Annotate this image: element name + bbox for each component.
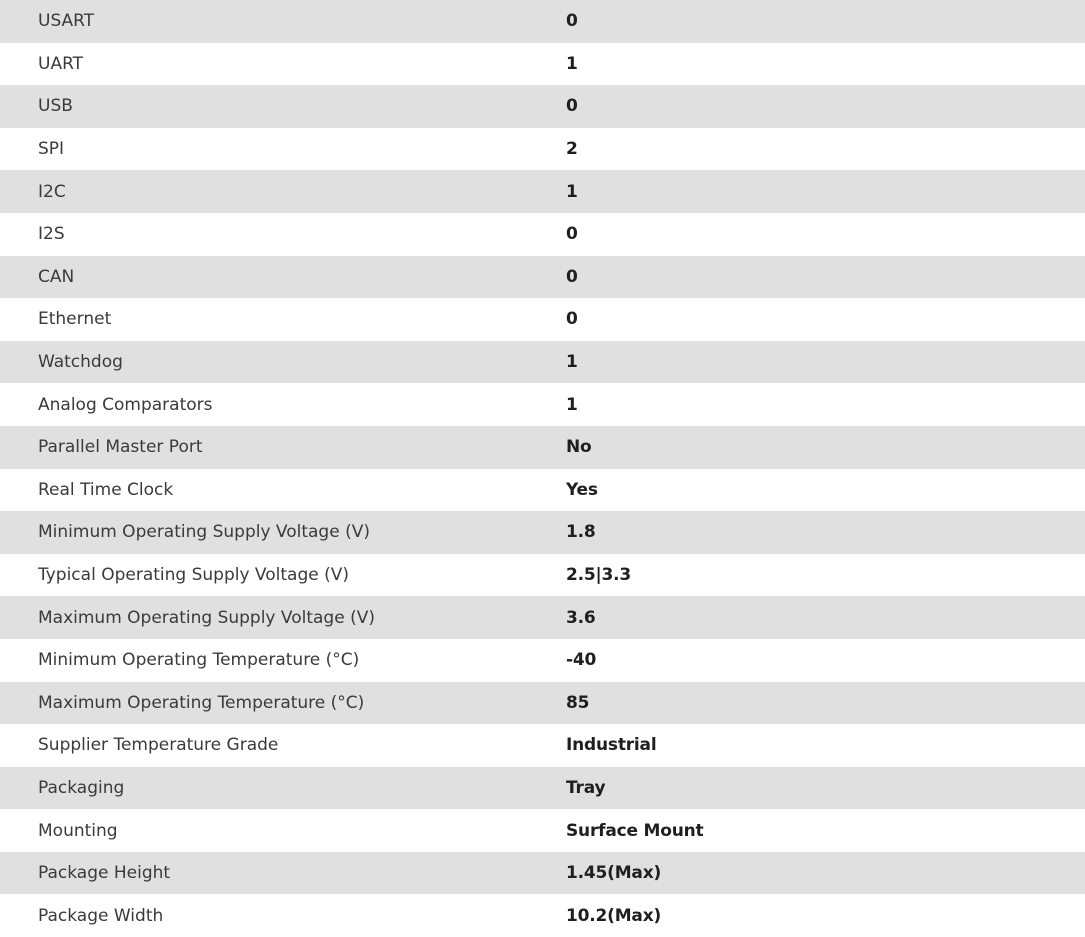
spec-value: 1 (566, 394, 578, 415)
spec-row-ethernet (0, 298, 1085, 341)
spec-row-usb (0, 85, 1085, 128)
spec-value: Tray (566, 777, 606, 798)
spec-value: 10.2(Max) (566, 905, 662, 926)
spec-value: -40 (566, 650, 597, 671)
spec-label: Typical Operating Supply Voltage (V) (38, 565, 349, 586)
spec-label: Parallel Master Port (38, 437, 203, 458)
spec-label: Ethernet (38, 309, 112, 330)
spec-label: Watchdog (38, 352, 123, 373)
spec-label: Minimum Operating Supply Voltage (V) (38, 522, 370, 543)
spec-row-can (0, 256, 1085, 299)
spec-row-typical-supply-voltage (0, 554, 1085, 597)
spec-label: CAN (38, 266, 75, 287)
spec-label: Package Width (38, 905, 164, 926)
spec-value: No (566, 437, 592, 458)
spec-label: I2C (38, 181, 66, 202)
spec-value: 1 (566, 53, 578, 74)
spec-label: Supplier Temperature Grade (38, 735, 279, 756)
spec-label: Package Height (38, 863, 171, 884)
spec-value: 1 (566, 181, 578, 202)
spec-row-max-operating-temperature (0, 682, 1085, 725)
spec-value: 85 (566, 692, 590, 713)
spec-label: USART (38, 11, 95, 32)
spec-row-package-height (0, 852, 1085, 895)
spec-value: 0 (566, 11, 578, 32)
spec-value: 2 (566, 139, 578, 160)
spec-label: Packaging (38, 777, 125, 798)
spec-label: I2S (38, 224, 65, 245)
spec-label: Real Time Clock (38, 479, 174, 500)
spec-row-max-supply-voltage (0, 596, 1085, 639)
spec-value: 2.5|3.3 (566, 565, 632, 586)
spec-row-usart (0, 0, 1085, 43)
spec-row-real-time-clock (0, 469, 1085, 512)
spec-value: 0 (566, 224, 578, 245)
spec-value: 0 (566, 266, 578, 287)
spec-row-spi (0, 128, 1085, 171)
spec-value: 3.6 (566, 607, 596, 628)
spec-row-analog-comparators (0, 383, 1085, 426)
spec-value: 1 (566, 352, 578, 373)
spec-row-mounting (0, 809, 1085, 852)
spec-value: 1.8 (566, 522, 596, 543)
spec-value: 0 (566, 309, 578, 330)
spec-row-package-width (0, 894, 1085, 937)
spec-label: UART (38, 53, 84, 74)
spec-value: Industrial (566, 735, 657, 756)
spec-label: SPI (38, 139, 65, 160)
spec-row-min-operating-temperature (0, 639, 1085, 682)
spec-row-parallel-master-port (0, 426, 1085, 469)
spec-row-min-supply-voltage (0, 511, 1085, 554)
spec-row-uart (0, 43, 1085, 86)
spec-label: Analog Comparators (38, 394, 213, 415)
spec-row-i2c (0, 170, 1085, 213)
spec-value: Yes (566, 479, 598, 500)
spec-label: Maximum Operating Temperature (°C) (38, 692, 365, 713)
spec-row-watchdog (0, 341, 1085, 384)
spec-label: Mounting (38, 820, 118, 841)
spec-row-i2s (0, 213, 1085, 256)
spec-row-supplier-temperature-grade (0, 724, 1085, 767)
spec-value: Surface Mount (566, 820, 704, 841)
spec-value: 0 (566, 96, 578, 117)
spec-label: Maximum Operating Supply Voltage (V) (38, 607, 375, 628)
spec-label: Minimum Operating Temperature (°C) (38, 650, 360, 671)
spec-value: 1.45(Max) (566, 863, 662, 884)
spec-label: USB (38, 96, 73, 117)
spec-row-packaging (0, 767, 1085, 810)
